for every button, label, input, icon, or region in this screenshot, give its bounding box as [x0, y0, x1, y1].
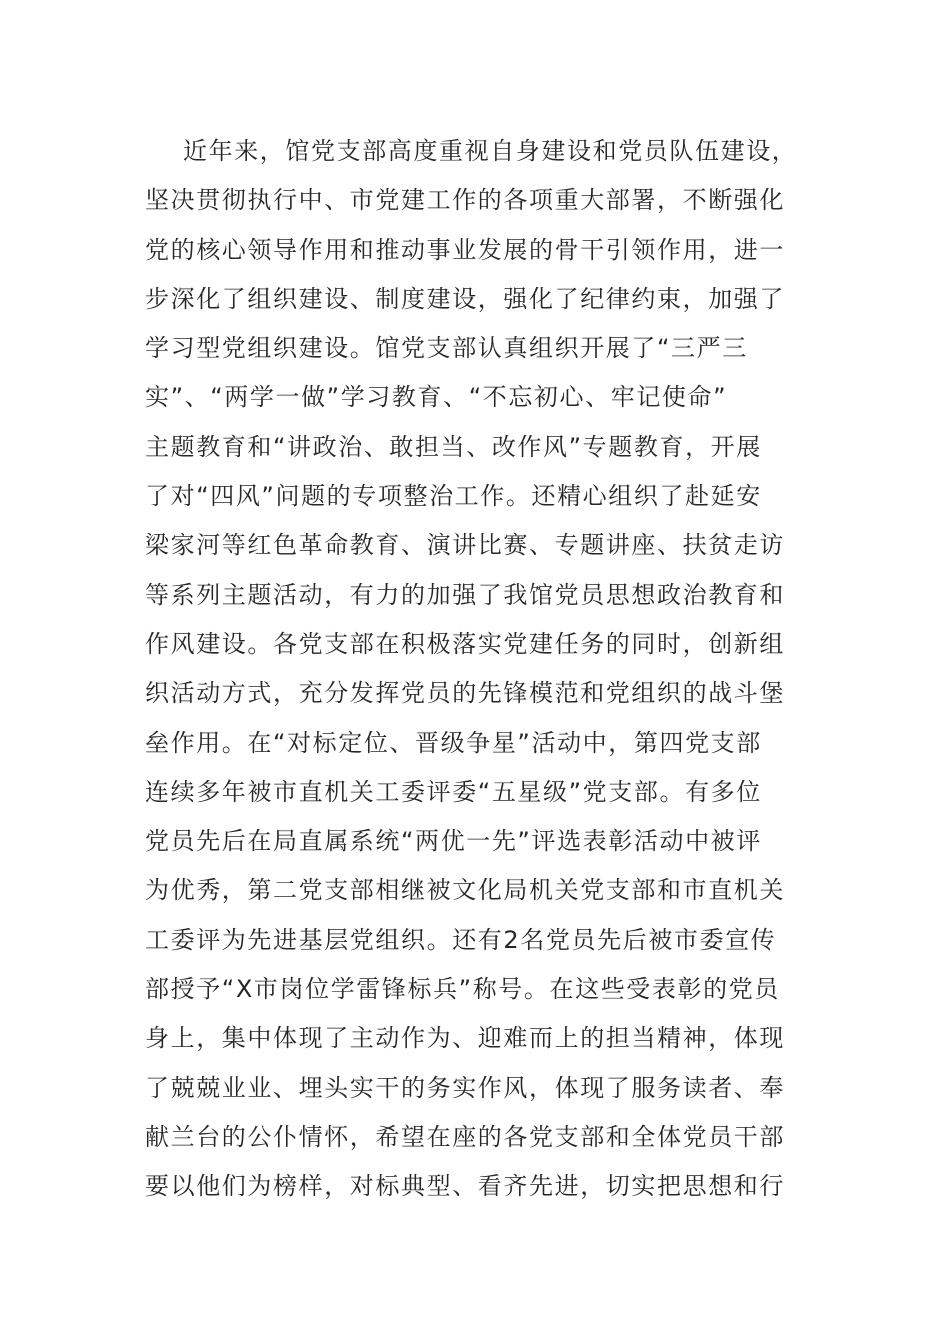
- text-line: 步深化了组织建设、制度建设，强化了纪律约束，加强了: [145, 284, 785, 313]
- text-line: 为优秀，第二党支部相继被文化局机关党支部和市直机关: [145, 876, 785, 905]
- text-line: 作风建设。各党支部在积极落实党建任务的同时，创新组: [145, 629, 785, 658]
- text-line: 党的核心领导作用和推动事业发展的骨干引领作用，进一: [145, 235, 785, 264]
- text-line: 近年来，馆党支部高度重视自身建设和党员队伍建设，: [183, 137, 798, 165]
- text-line: 梁家河等红色革命教育、演讲比赛、专题讲座、扶贫走访: [145, 531, 785, 560]
- text-line: 了对“四风”问题的专项整治工作。还精心组织了赴延安: [145, 482, 762, 511]
- text-line: 主题教育和“讲政治、敢担当、改作风”专题教育，开展: [145, 432, 762, 461]
- text-line: 了兢兢业业、埋头实干的务实作风，体现了服务读者、奉: [145, 1073, 785, 1102]
- text-line: 工委评为先进基层党组织。还有2名党员先后被市委宣传: [145, 925, 777, 954]
- body-paragraph: [145, 127, 815, 1212]
- text-line: 织活动方式，充分发挥党员的先锋模范和党组织的战斗堡: [145, 679, 785, 708]
- text-line: 党员先后在局直属系统“两优一先”评选表彰活动中被评: [145, 827, 762, 856]
- text-line: 身上，集中体现了主动作为、迎难而上的担当精神，体现: [145, 1024, 785, 1053]
- text-line: 学习型党组织建设。馆党支部认真组织开展了“三严三: [145, 334, 748, 363]
- text-line: 坚决贯彻执行中、市党建工作的各项重大部署，不断强化: [145, 186, 785, 215]
- text-line: 献兰台的公仆情怀，希望在座的各党支部和全体党员干部: [145, 1122, 785, 1151]
- text-line: 要以他们为榜样，对标典型、看齐先进，切实把思想和行: [145, 1172, 785, 1201]
- text-line: 部授予“X市岗位学雷锋标兵”称号。在这些受表彰的党员: [145, 975, 780, 1004]
- text-line: 等系列主题活动，有力的加强了我馆党员思想政治教育和: [145, 580, 785, 609]
- text-line: 连续多年被市直机关工委评委“五星级”党支部。有多位: [145, 777, 762, 806]
- text-line: 垒作用。在“对标定位、晋级争星”活动中，第四党支部: [145, 728, 762, 757]
- text-line: 实”、“两学一做”学习教育、“不忘初心、牢记使命”: [145, 383, 728, 412]
